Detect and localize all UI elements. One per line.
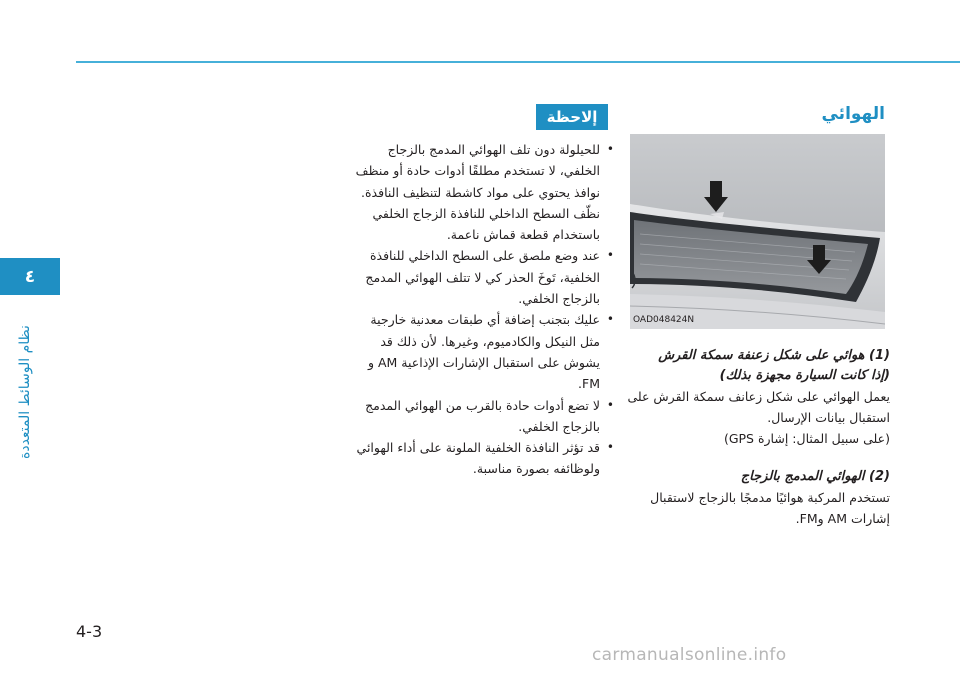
shark-fin-body-line3: (على سبيل المثال: إشارة GPS) (723, 431, 890, 446)
shark-fin-heading-line1: (1) هوائي على شكل زعنفة سمكة القرش (658, 348, 890, 363)
glass-antenna-heading: (2) الهوائي المدمج بالزجاج (740, 469, 890, 484)
notice-item: • قد تؤثر النافذة الخلفية الملونة على أداء الهوائي ولوظائفه بصورة مناسبة. (352, 437, 614, 480)
antenna-description (622, 346, 890, 529)
glass-antenna-body-line1: تستخدم المركبة هوائيًا مدمجًا بالزجاج لاستقبال (650, 490, 890, 505)
rear-window-photo (630, 134, 885, 329)
notice-item: • عليك بتجنب إضافة أي طبقات معدنية خارجية مثل النيكل والكادميوم، وغيرها. لأن ذلك قد يشوش على استقبال الإشارات الإذاعية AM و FM. (352, 309, 614, 394)
notice-heading (536, 104, 608, 130)
chapter-title: نظام الوسائط المتعددة (17, 325, 33, 459)
chapter-tab (0, 258, 60, 295)
notice-heading-label: إلاحظة (546, 108, 598, 126)
watermark[interactable]: carmanualsonline.info (592, 645, 787, 665)
notice-list (352, 139, 614, 480)
notice-item: • عند وضع ملصق على السطح الداخلي للنافذة الخلفية، تَوخَ الحذر كي لا تتلف الهوائي المدمج بالزجاج الخلفي. (352, 245, 614, 309)
top-rule (76, 61, 960, 63)
chapter-number: ٤ (24, 266, 36, 287)
shark-fin-body-line1: يعمل الهوائي على شكل زعانف سمكة القرش على (627, 389, 890, 404)
page-number: 4-3 (76, 622, 103, 641)
figure-code: OAD048424N (633, 315, 695, 325)
section-heading: الهوائي (821, 104, 885, 124)
notice-item: • لا تضع أدوات حادة بالقرب من الهوائي المدمج بالزجاج الخلفي. (352, 395, 614, 438)
glass-antenna-body-line2: إشارات AM وFM. (795, 511, 890, 526)
notice-item: • للحيلولة دون تلف الهوائي المدمج بالزجاج الخلفي، لا تستخدم مطلقًا أدوات حادة أو منظف نوافذ يحتوي على مواد كاشطة لتنظيف النافذة. نظّف السطح الداخلي للنافذة الزجاج الخلفي باستخدام قطعة قماش ناعمة. (352, 139, 614, 245)
shark-fin-heading-line2: (إذا كانت السيارة مجهزة بذلك) (719, 368, 890, 383)
shark-fin-body-line2: استقبال بيانات الإرسال. (767, 410, 890, 425)
